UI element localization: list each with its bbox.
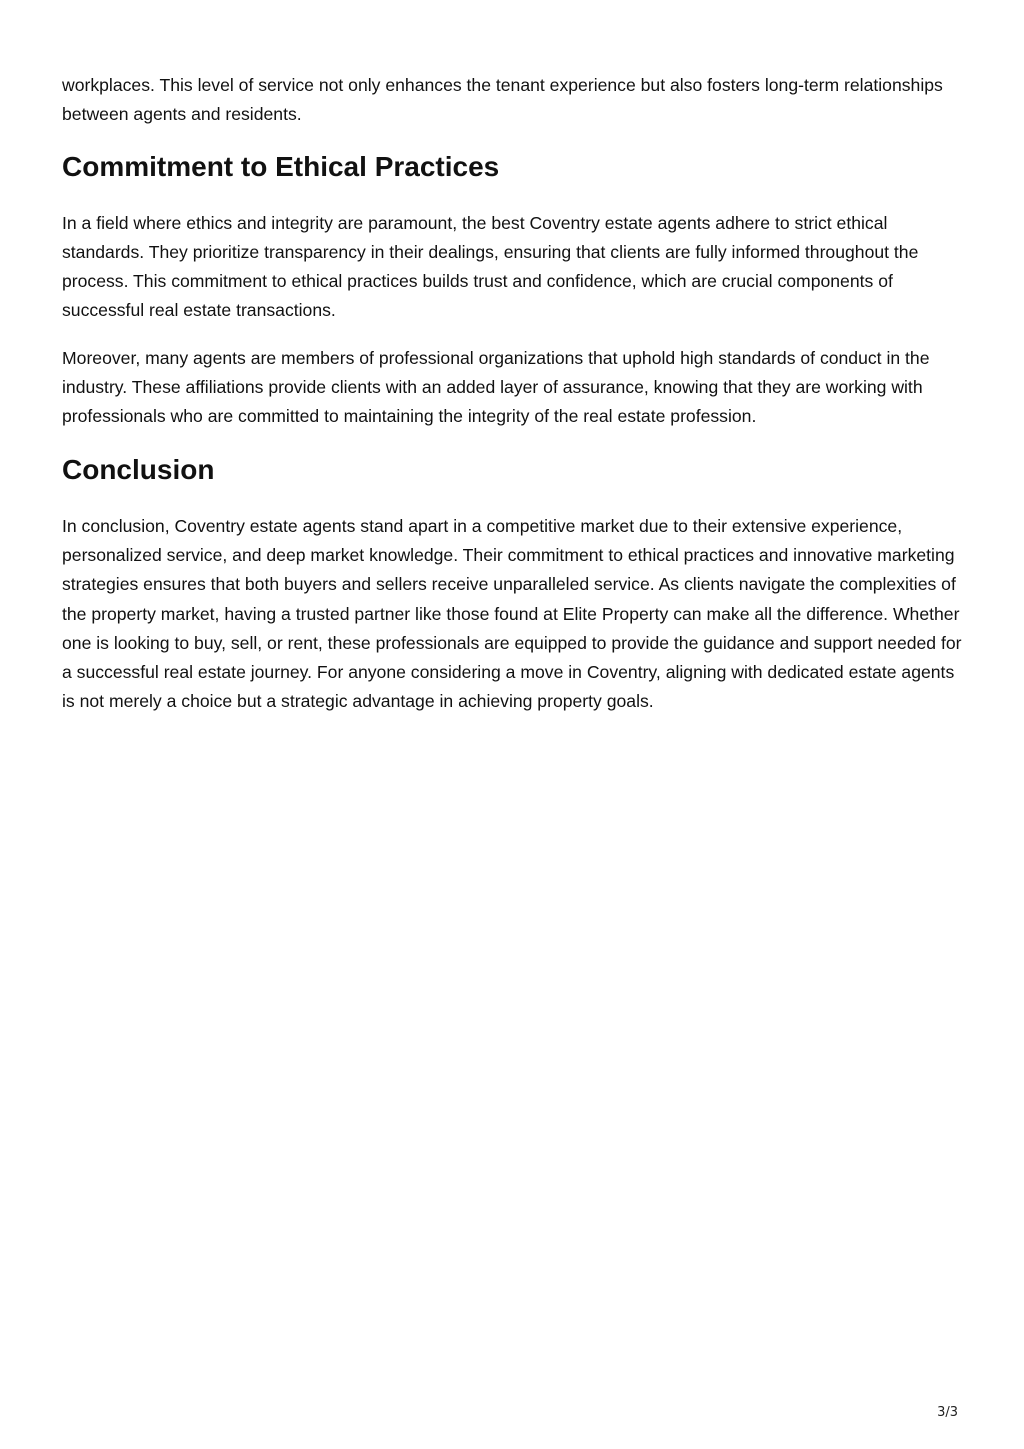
intro-paragraph: workplaces. This level of service not only enhances the tenant experience but also fosters long-term relationships between agents and residents. xyxy=(62,75,943,125)
section-heading-ethical-practices: Commitment to Ethical Practices xyxy=(62,150,500,182)
ethics-paragraph-1: In a field where ethics and integrity are paramount, the best Coventry estate agents adhere to strict ethical standards. They prioritize transparency in their dealings, ensuring that clients are fully informed throughout the process. This commitment to ethical practices builds trust and confidence, which are crucial components of successful real estate transactions. xyxy=(62,212,919,321)
ethics-paragraph-2: Moreover, many agents are members of professional organizations that uphold high standards of conduct in the industry. These affiliations provide clients with an added layer of assurance, knowing that they are working with professionals who are committed to maintaining the integrity of the real estate profession. xyxy=(62,347,930,427)
section-heading-conclusion: Conclusion xyxy=(62,453,215,485)
conclusion-paragraph: In conclusion, Coventry estate agents stand apart in a competitive market due to their extensive experience, personalized service, and deep market knowledge. Their commitment to ethical practices and innovative marketing strategies ensures that both buyers and sellers receive unparalleled service. As clients navigate the complexities of the property market, having a trusted partner like those found at Elite Property can make all the difference. Whether one is looking to buy, sell, or rent, these professionals are equipped to provide the guidance and support needed for a successful real estate journey. For anyone considering a move in Coventry, aligning with dedicated estate agents is not merely a choice but a strategic advantage in achieving property goals. xyxy=(62,515,962,712)
page-number: 3/3 xyxy=(937,1405,958,1420)
document-page xyxy=(62,71,968,717)
